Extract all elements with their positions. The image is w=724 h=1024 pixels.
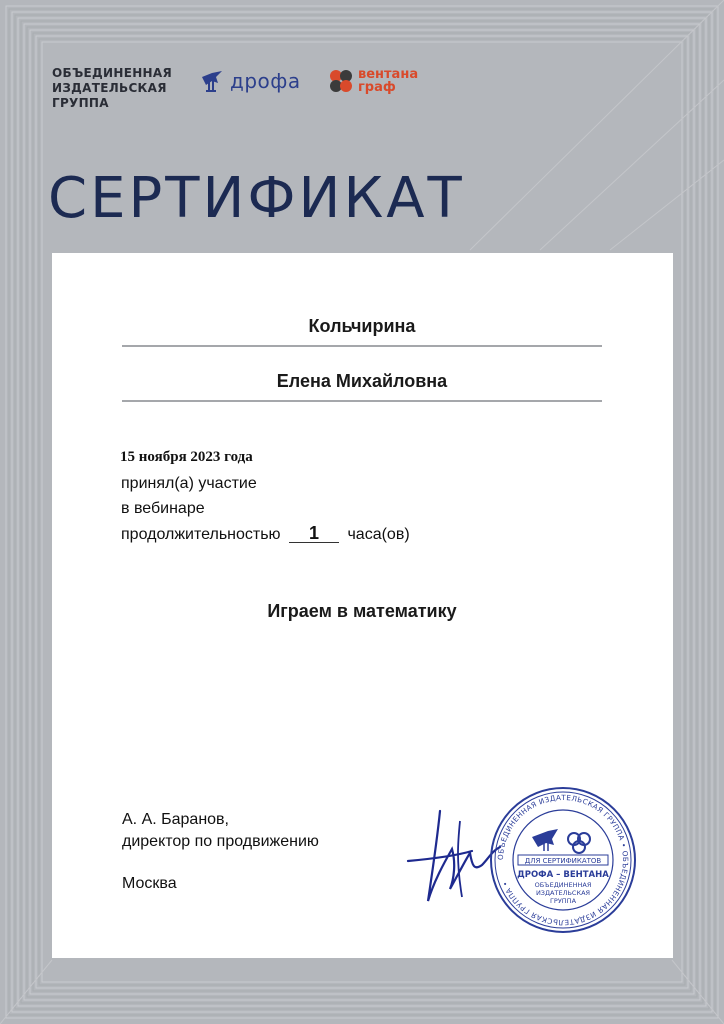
- recipient-surname: Кольчирина: [122, 316, 602, 347]
- ventana-logo-line2: граф: [358, 80, 396, 95]
- certificate-sheet: [52, 253, 673, 958]
- recipient-given-names: Елена Михайловна: [122, 371, 602, 402]
- ventana-logo-line1: вентана: [358, 67, 419, 82]
- drofa-bird-icon: [200, 69, 226, 93]
- stamp-sub-line3: ГРУППА: [549, 897, 577, 905]
- publisher-group-name: ОБЪЕДИНЕННАЯ ИЗДАТЕЛЬСКАЯ ГРУППА: [52, 66, 173, 110]
- participation-line: принял(а) участие: [121, 475, 257, 492]
- ventana-graf-logo: [328, 68, 418, 94]
- duration-hours: 1: [289, 524, 339, 543]
- event-date: 15 ноября 2023 года: [120, 449, 253, 465]
- stamp-ring-text: ОБЪЕДИНЕННАЯ ИЗДАТЕЛЬСКАЯ ГРУППА • ОБЪЕДИНЕННАЯ ИЗДАТЕЛЬСКАЯ ГРУППА •: [495, 792, 631, 928]
- drofa-logo: [200, 66, 301, 96]
- signer-name: А. А. Баранов,: [122, 811, 229, 828]
- certificate-title: СЕРТИФИКАТ: [48, 166, 465, 231]
- duration-line: [121, 524, 410, 544]
- ventana-flower-icon: [328, 68, 354, 94]
- signer-position: директор по продвижению: [122, 833, 319, 850]
- stamp-sub-line1: ОБЪЕДИНЕННАЯ: [534, 881, 592, 889]
- duration-suffix: часа(ов): [347, 526, 410, 543]
- stamp-band-text: ДЛЯ СЕРТИФИКАТОВ: [524, 857, 602, 865]
- drofa-logo-text: дрофа: [230, 69, 301, 93]
- issue-city: Москва: [122, 875, 177, 892]
- stamp-sub-line2: ИЗДАТЕЛЬСКАЯ: [535, 889, 591, 897]
- official-stamp: [488, 785, 638, 935]
- stamp-main-text: ДРОФА – ВЕНТАНА: [517, 870, 609, 880]
- webinar-line: в вебинаре: [121, 500, 205, 517]
- duration-prefix: продолжительностью: [121, 526, 281, 543]
- webinar-title: Играем в математику: [267, 601, 457, 621]
